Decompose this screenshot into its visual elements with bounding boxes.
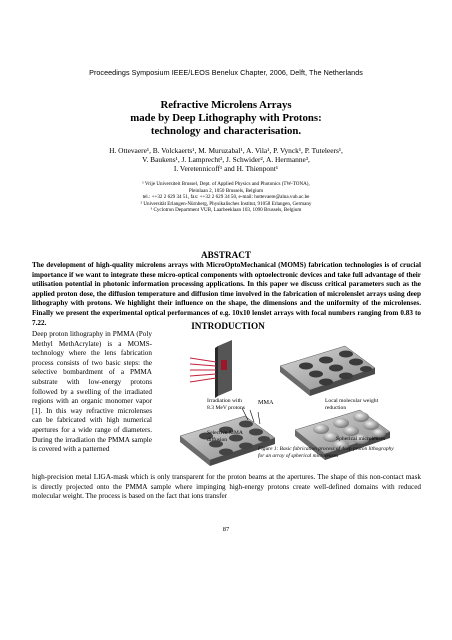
authors-line-3: I. Veretennicoff¹ and H. Thienpont¹ bbox=[173, 164, 279, 174]
label-irradiation-line-1: Irradiation with bbox=[207, 398, 242, 404]
label-spherical-microlenses: Spherical microlenses bbox=[336, 436, 386, 442]
introduction-full-width-text: high-precision metal LIGA-mask which is only transparent for the proton beams at the apertures. The shape of this non-contact mask is directly projected onto the PMMA sample where impinging high-energy protons create well-defined domains with reduced molecular weight. The process is based on the fact that ions transfer bbox=[32, 473, 421, 501]
label-local-reduction bbox=[325, 398, 378, 411]
label-local-line-2: reduction bbox=[325, 404, 347, 411]
authors-line-1: H. Ottevaere¹, B. Volckaerts¹, M. Muruzabal¹, A. Vila¹, P. Vynck¹, P. Tuteleers¹, bbox=[109, 146, 343, 155]
fabrication-process-figure bbox=[160, 338, 430, 488]
label-diffusion-line-1: Selective MMA bbox=[207, 430, 243, 436]
title-line-3: technology and characterisation. bbox=[150, 124, 302, 137]
paper-title bbox=[40, 99, 412, 137]
authors-line-2: V. Baukens¹, J. Lamprecht², J. Schwider², A. Hermanne³, bbox=[142, 155, 310, 165]
affiliation-line-3: tel.: ++32 2 629 34 51, fax: ++32 2 629 34 50, e-mail: hottevaere@alna.vub.ac.be bbox=[142, 194, 310, 201]
proton-irradiation-illustration bbox=[190, 340, 232, 398]
abstract-heading: ABSTRACT bbox=[200, 250, 252, 260]
caption-line-1: Figure 1: Basic fabrication process of deep proton lithography bbox=[258, 446, 394, 452]
introduction-heading: INTRODUCTION bbox=[191, 321, 265, 331]
affiliation-line-4: ² Universität Erlangen-Nürnberg, Physikalisches Institut, 91058 Erlangen, Germany bbox=[140, 200, 312, 207]
caption-line-2: for an array of spherical microlenses bbox=[258, 452, 339, 459]
figure-caption bbox=[258, 446, 428, 459]
proceedings-header: Proceedings Symposium IEEE/LEOS Benelux Chapter, 2006, Delft, The Netherlands bbox=[89, 68, 363, 77]
abstract-text: The development of high-quality microlens arrays with MicroOptoMechanical (MOMS) fabrication technologies is of crucial importance if we want to integrate these micro-optical components with optoelectronic devices and take full advantage of their utilisation potential in photonic information processing applications. In this paper we discuss critical parameters such as the applied proton dose, the diffusion temperature and diffusion time involved in the fabrication of microlenslet arrays using deep lithography with protons. We highlight their influence on the shape, the dimensions and the uniformity of the microlenses. Finally we present the experimental optical performances of e.g. 10x10 lenslet arrays with focal numbers ranging from 0.83 to 7.22. bbox=[32, 261, 421, 327]
affiliations bbox=[40, 181, 412, 214]
irradiated-plate-illustration bbox=[280, 346, 375, 396]
affiliation-line-1: ¹ Vrije Universiteit Brussel, Dept. of Applied Physics and Photonics (TW-TONA), bbox=[142, 181, 310, 187]
label-irradiation bbox=[207, 398, 245, 411]
affiliation-line-5: ³ Cyclotron Department VUB, Laarbeeklaan 103, 1090 Brussels, Belgium bbox=[150, 207, 302, 214]
author-list bbox=[50, 146, 402, 174]
page-number: 87 bbox=[222, 526, 230, 533]
label-diffusion-line-2: diffusion bbox=[207, 436, 228, 443]
introduction-column-text: Deep proton lithography in PMMA (Poly Methyl MethAcrylate) is a MOMS-technology where the lens fabrication process consists of two basic steps: the selective bombardment of a PMMA substrate with low-energy protons followed by a swelling of the irradiated regions with an organic monomer vapor [1]. In this way refractive microlenses can be fabricated with high numerical apertures for a wide range of diameters. During the irradiation the PMMA sample is covered with a patterned bbox=[32, 330, 152, 454]
label-mma: MMA bbox=[258, 399, 274, 406]
label-selective-diffusion bbox=[207, 430, 243, 443]
title-line-2: made by Deep Lithography with Protons: bbox=[130, 111, 322, 124]
label-local-line-1: Local molecular weight bbox=[325, 398, 379, 404]
label-irradiation-line-2: 8.3 MeV protons bbox=[207, 404, 245, 411]
title-line-1: Refractive Microlens Arrays bbox=[160, 99, 292, 111]
affiliation-line-2: Pleinlaan 2, 1050 Brussels, Belgium bbox=[188, 187, 264, 194]
